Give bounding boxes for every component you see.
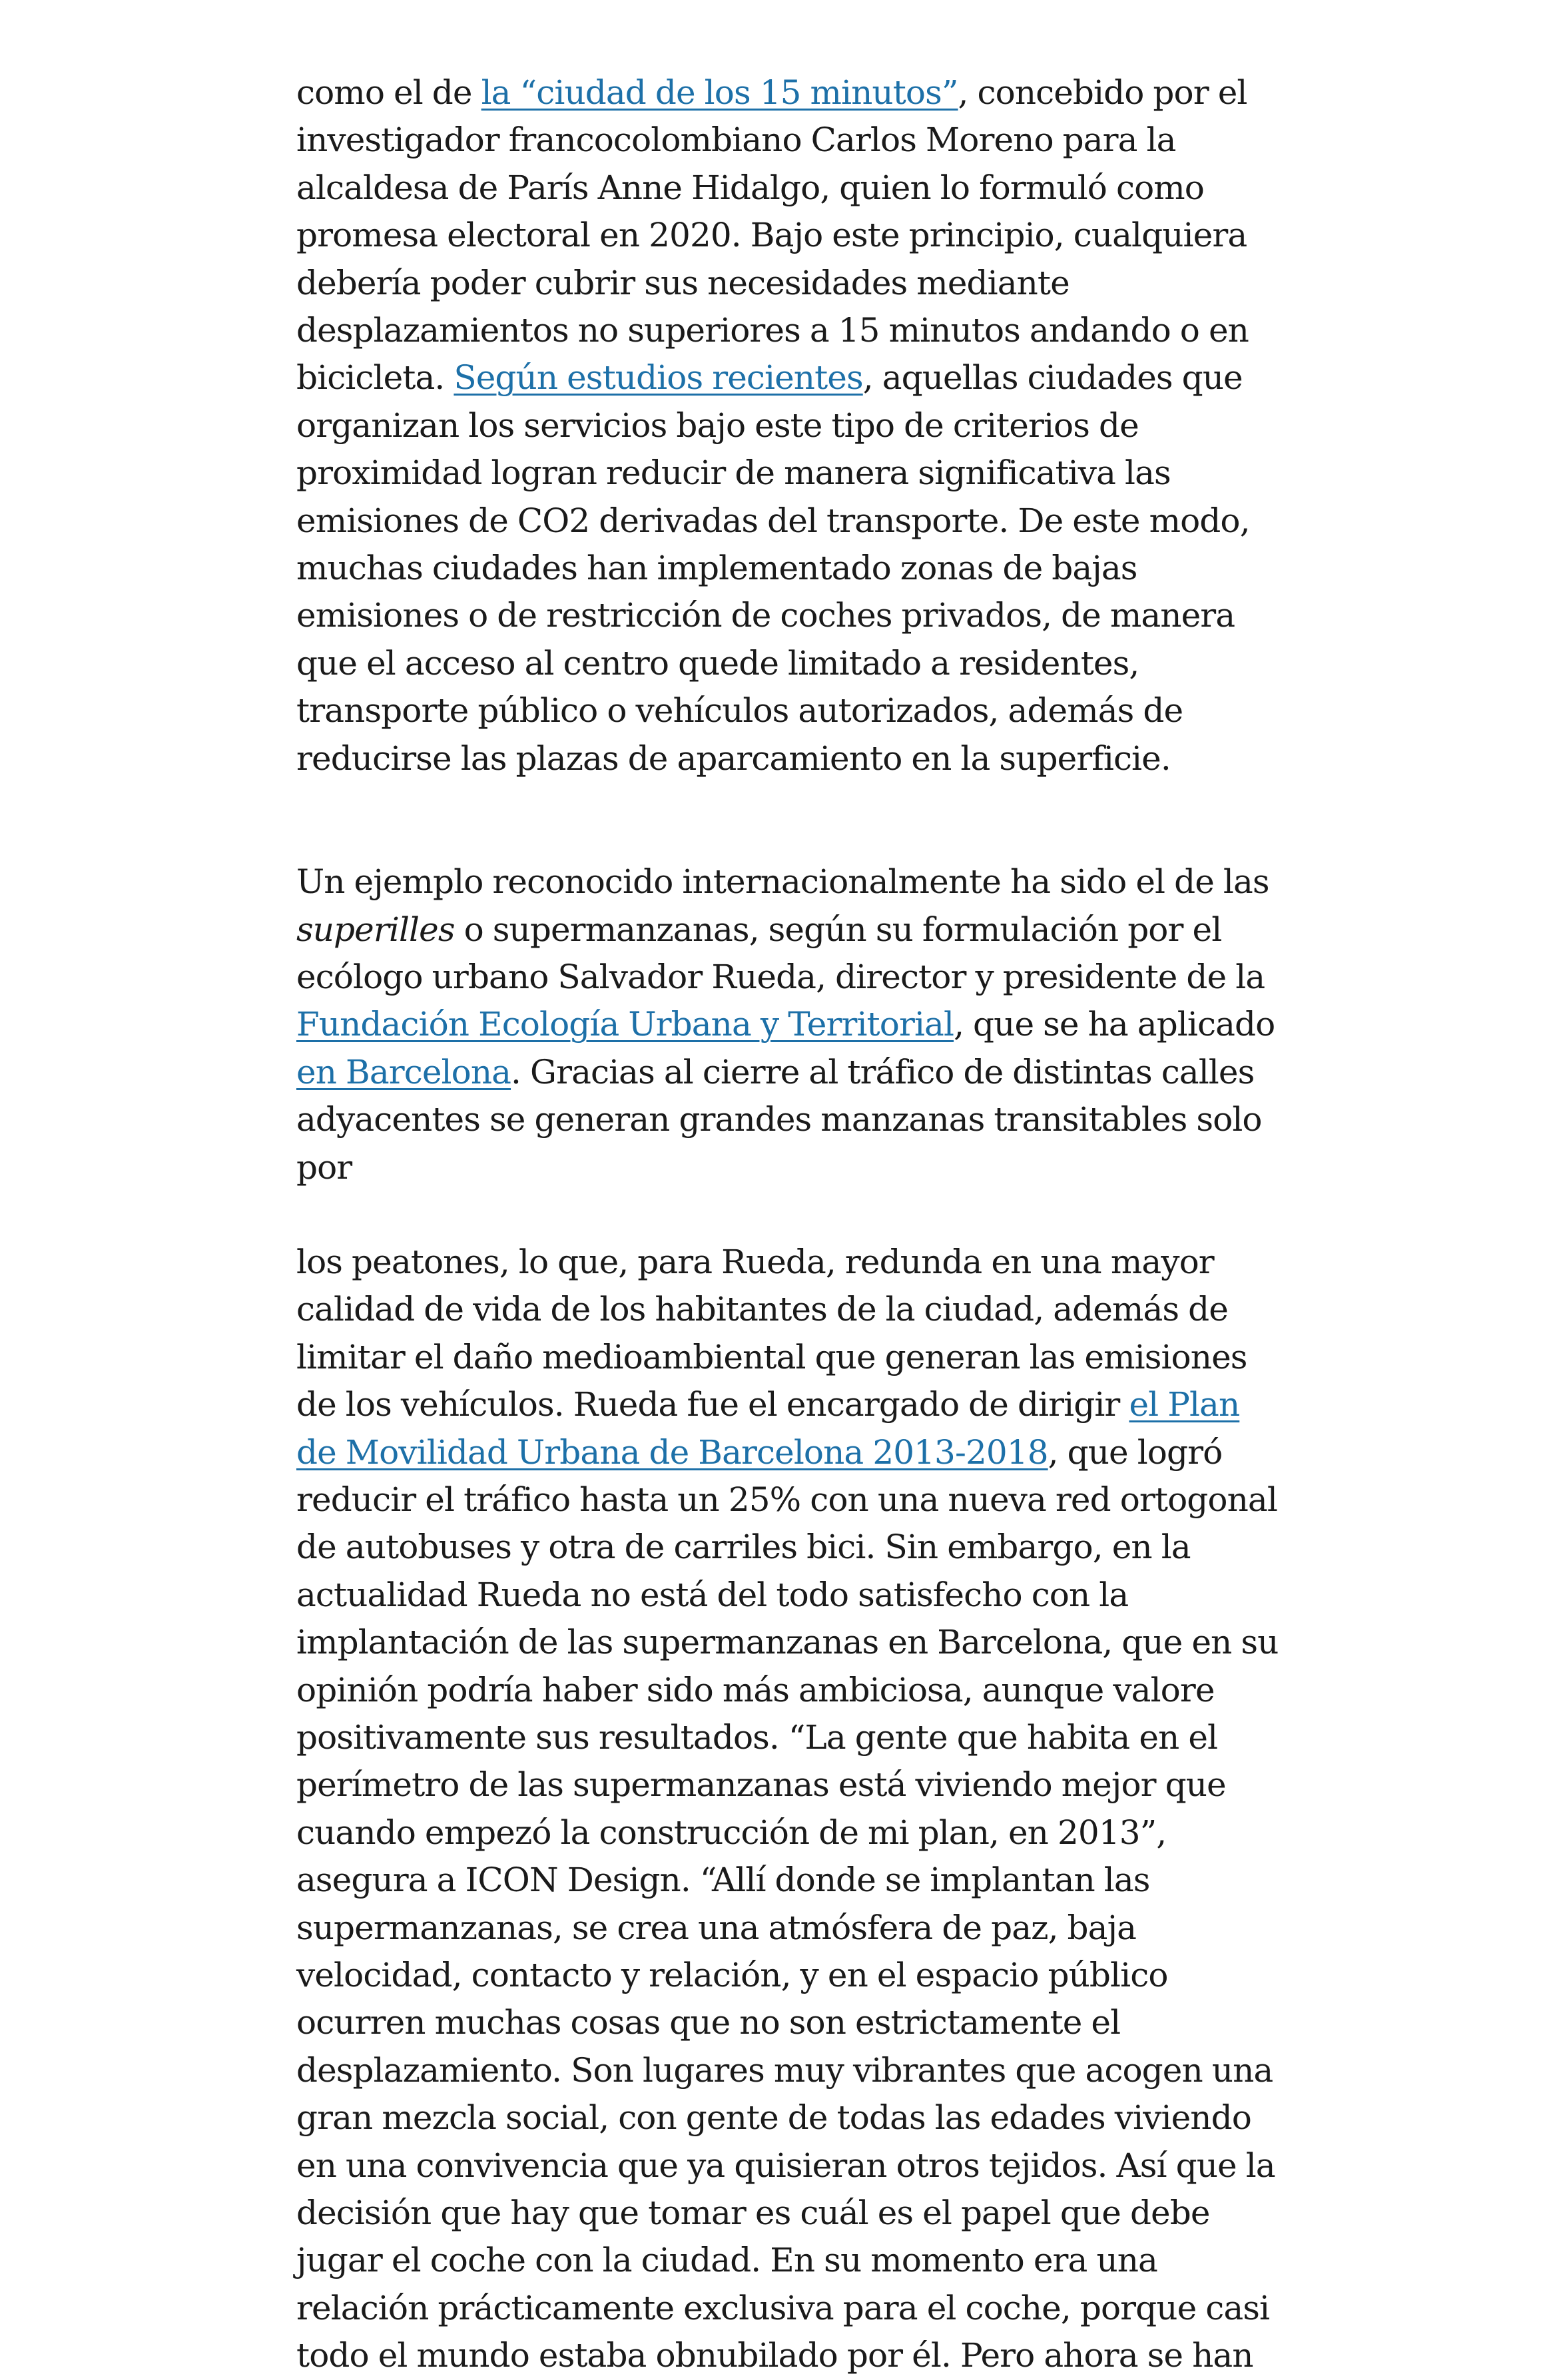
paragraph-text: los peatones, lo que, para Rueda, redunda en una mayor calidad de vida de los habitantes de la ciudad, además de limitar el daño medioambiental que generan las emisiones de los vehículos. Rueda fue el encargado de dirigir [296, 1242, 1247, 1424]
paragraph-text: Un ejemplo reconocido internacionalmente ha sido el de las [296, 862, 1269, 902]
paragraph-text: , concebido por el investigador francocolombiano Carlos Moreno para la alcaldesa de París Anne Hidalgo, quien lo formuló como promesa electoral en 2020. Bajo este principio, cualquiera debería poder cubrir sus necesidades mediante desplazamientos no superiores a 15 minutos andando o en bicicleta. [296, 73, 1249, 398]
paragraph-15-minute-city [296, 69, 1282, 782]
paragraph-superilles [296, 858, 1282, 1191]
paragraph-text: , que se ha aplicado [954, 1005, 1275, 1044]
paragraph-text: , que logró reducir el tráfico hasta un 25% con una nueva red ortogonal de autobuses y otra de carriles bici. Sin embargo, en la actualidad Rueda no está del todo satisfecho con la implantación de las supermanzanas en Barcelona, que en su opinión podría haber sido más ambiciosa, aunque valore positivamente sus resultados. “La gente que habita en el perímetro de las supermanzanas está viviendo mejor que cuando empezó la construcción de mi plan, en 2013”, asegura a ICON Design. “Allí donde se implantan las supermanzanas, se crea una atmósfera de paz, baja velocidad, contacto y relación, y en el espacio público ocurren muchas cosas que no son estrictamente el desplazamiento. Son lugares muy vibrantes que acogen una gran mezcla social, con gente de todas las edades viviendo en una convivencia que ya quisieran otros tejidos. Así que la decisión que hay que tomar es cuál es el papel que debe jugar el coche con la ciudad. En su momento era una relación prácticamente exclusiva para el coche, porque casi todo el mundo estaba obnubilado por él. Pero ahora se han [296, 1432, 1279, 2375]
emphasis-superilles: superilles [296, 910, 455, 949]
link-ciudad-15-minutos[interactable]: la “ciudad de los 15 minutos” [481, 73, 958, 112]
paragraph-rueda-plan [296, 1239, 1282, 2380]
link-fundacion-ecologia-urbana[interactable]: Fundación Ecología Urbana y Territorial [296, 1005, 954, 1044]
paragraph-text: , aquellas ciudades que organizan los servicios bajo este tipo de criterios de proximidad logran reducir de manera significativa las emisiones de CO2 derivadas del transporte. De este modo, muchas ciudades han implementado zonas de bajas emisiones o de restricción de coches privados, de manera que el acceso al centro quede limitado a residentes, transporte público o vehículos autorizados, además de reducirse las plazas de aparcamiento en la superficie. [296, 358, 1250, 778]
paragraph-text: . Gracias al cierre al tráfico de distintas calles adyacentes se generan grandes manzanas transitables solo por [296, 1052, 1262, 1187]
paragraph-text: como el de [296, 73, 481, 112]
article-body [296, 69, 1282, 2380]
link-en-barcelona[interactable]: en Barcelona [296, 1052, 511, 1091]
link-estudios-recientes[interactable]: Según estudios recientes [454, 358, 863, 398]
paragraph-text: o supermanzanas, según su formulación por el ecólogo urbano Salvador Rueda, director y presidente de la [296, 910, 1265, 996]
link-plan-movilidad-urbana[interactable]: el Plan de Movilidad Urbana de Barcelona 2013-2018 [296, 1385, 1240, 1472]
